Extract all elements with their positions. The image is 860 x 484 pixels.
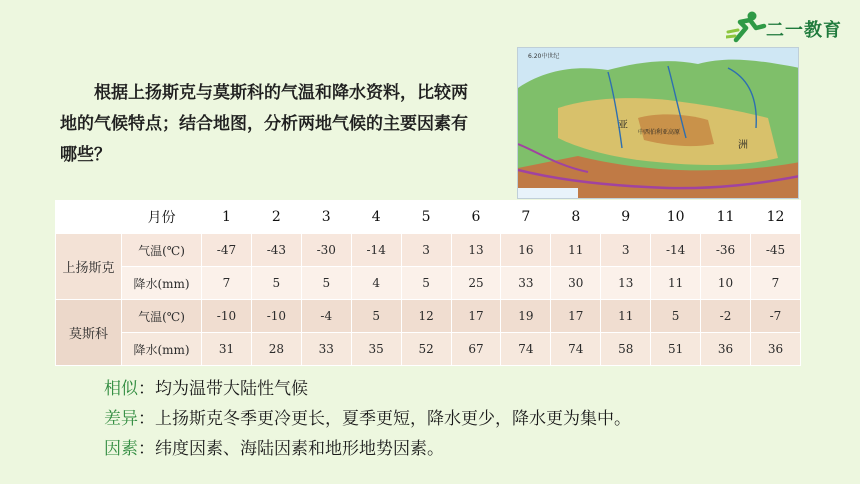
table-cell: 33 [301, 333, 351, 366]
city-name-verkhoyansk: 上扬斯克 [56, 234, 122, 300]
table-cell: 74 [501, 333, 551, 366]
metric-label-precipitation: 降水(mm) [122, 267, 202, 300]
note-similarity [104, 374, 631, 404]
logo-text: 二一教育 [766, 20, 842, 41]
table-cell: 11 [551, 234, 601, 267]
table-cell: 4 [351, 267, 401, 300]
table-row [56, 234, 801, 267]
table-cell: 31 [202, 333, 252, 366]
metric-label-temperature: 气温(℃) [122, 300, 202, 333]
table-cell: 35 [351, 333, 401, 366]
table-cell: 30 [551, 267, 601, 300]
table-cell: 13 [601, 267, 651, 300]
table-header-cell: 11 [701, 201, 751, 234]
map-label-asia-1: 亚 [618, 120, 628, 131]
table-cell: 5 [351, 300, 401, 333]
table-header-cell: 10 [651, 201, 701, 234]
note-text: ：均为温带大陆性气候 [138, 379, 308, 399]
table-cell: 33 [501, 267, 551, 300]
note-text: ：纬度因素、海陆因素和地形地势因素。 [138, 439, 444, 459]
city-name-moscow: 莫斯科 [56, 300, 122, 366]
climate-data-table [55, 200, 801, 366]
table-cell: 58 [601, 333, 651, 366]
table-header-cell: 3 [301, 201, 351, 234]
note-label: 差异 [104, 409, 138, 429]
table-header-cell: 1 [202, 201, 252, 234]
table-header-cell: 4 [351, 201, 401, 234]
table-header-cell: 2 [251, 201, 301, 234]
table-cell: 12 [401, 300, 451, 333]
table-header-blank [56, 201, 122, 234]
map-image [517, 47, 799, 199]
table-cell: -10 [202, 300, 252, 333]
table-cell: -2 [701, 300, 751, 333]
note-factors [104, 434, 631, 464]
table-cell: 17 [451, 300, 501, 333]
table-cell: 10 [701, 267, 751, 300]
table-cell: 36 [701, 333, 751, 366]
answer-notes [104, 374, 631, 464]
table-cell: 28 [251, 333, 301, 366]
table-header-cell: 6 [451, 201, 501, 234]
note-label: 相似 [104, 379, 138, 399]
table-row [56, 300, 801, 333]
table-header-cell: 5 [401, 201, 451, 234]
table-cell: 7 [202, 267, 252, 300]
table-header-month: 月份 [122, 201, 202, 234]
table-cell: 52 [401, 333, 451, 366]
table-cell: -43 [251, 234, 301, 267]
table-cell: -47 [202, 234, 252, 267]
note-difference [104, 404, 631, 434]
runner-logo-icon [726, 10, 768, 44]
table-cell: -10 [251, 300, 301, 333]
table-cell: -45 [750, 234, 800, 267]
table-cell: -14 [351, 234, 401, 267]
table-cell: 11 [651, 267, 701, 300]
table-cell: -4 [301, 300, 351, 333]
table-cell: 3 [401, 234, 451, 267]
map-label-plateau: 中西伯利亚高原 [638, 129, 681, 136]
metric-label-temperature: 气温(℃) [122, 234, 202, 267]
table-cell: 51 [651, 333, 701, 366]
table-cell: 11 [601, 300, 651, 333]
question-text: 根据上扬斯克与莫斯科的气温和降水资料，比较两地的气候特点；结合地图，分析两地气候的主要因素有哪些？ [60, 83, 468, 165]
note-text: ：上扬斯克冬季更冷更长，夏季更短，降水更少，降水更为集中。 [138, 409, 631, 429]
table-cell: 17 [551, 300, 601, 333]
table-header-cell: 7 [501, 201, 551, 234]
map-title: 6.20中世纪 [528, 53, 560, 60]
table-cell: 19 [501, 300, 551, 333]
table-header-cell: 12 [750, 201, 800, 234]
table-cell: 36 [750, 333, 800, 366]
table-cell: 3 [601, 234, 651, 267]
table-cell: 7 [750, 267, 800, 300]
table-cell: 67 [451, 333, 501, 366]
map-label-asia-2: 洲 [738, 140, 748, 151]
table-cell: -36 [701, 234, 751, 267]
table-cell: 74 [551, 333, 601, 366]
logo [726, 8, 846, 48]
table-cell: -7 [750, 300, 800, 333]
table-cell: 25 [451, 267, 501, 300]
table-header-row [56, 201, 801, 234]
table-row [56, 333, 801, 366]
table-cell: 16 [501, 234, 551, 267]
table-header-cell: 8 [551, 201, 601, 234]
table-cell: -14 [651, 234, 701, 267]
metric-label-precipitation: 降水(mm) [122, 333, 202, 366]
table-cell: 5 [651, 300, 701, 333]
note-label: 因素 [104, 439, 138, 459]
table-cell: -30 [301, 234, 351, 267]
table-cell: 5 [251, 267, 301, 300]
table-row [56, 267, 801, 300]
table-cell: 13 [451, 234, 501, 267]
table-header-cell: 9 [601, 201, 651, 234]
table-cell: 5 [401, 267, 451, 300]
table-cell: 5 [301, 267, 351, 300]
